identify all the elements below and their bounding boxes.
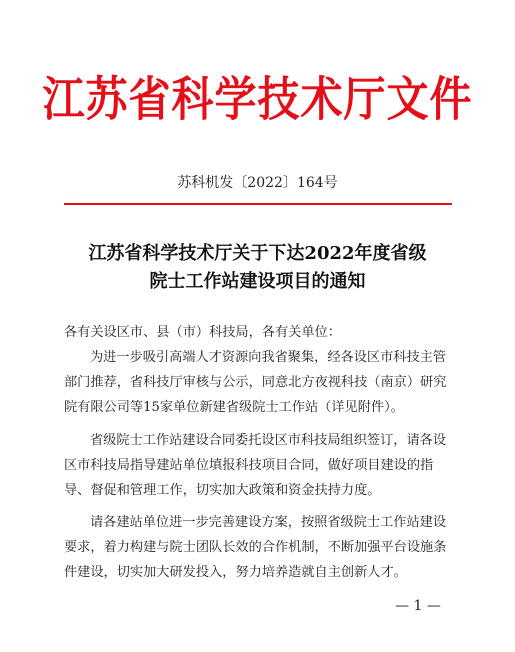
document-masthead: 江苏省科学技术厅文件 — [42, 72, 473, 127]
document-number: 苏科机发〔2022〕164号 — [177, 175, 338, 191]
red-divider-rule — [64, 203, 452, 205]
body-paragraph-1: 为进一步吸引高端人才资源向我省聚集，经各设区市科技主管部门推荐，省科技厅审核与公示，同意北方夜视科技（南京）研究院有限公司等15家单位新建省级院士工作站（详见附件）。 — [64, 350, 447, 415]
body-paragraph-2: 省级院士工作站建设合同委托设区市科技局组织签订，请各设区市科技局指导建站单位填报科技项目合同，做好项目建设的指导、督促和管理工作，切实加大政策和资金扶持力度。 — [64, 433, 447, 498]
page-number: — 1 — — [395, 598, 441, 614]
notice-title — [0, 240, 515, 296]
notice-title-line-2: 院士工作站建设项目的通知 — [149, 271, 366, 292]
body-paragraph-3: 请各建站单位进一步完善建设方案，按照省级院士工作站建设要求，着力构建与院士团队长效的合作机制，不断加强平台设施条件建设，切实加大研发投入，努力培养造就自主创新人才。 — [64, 515, 447, 580]
salutation: 各有关设区市、县（市）科技局，各有关单位： — [64, 325, 341, 340]
notice-title-line-1: 江苏省科学技术厅关于下达2022年度省级 — [88, 243, 427, 264]
